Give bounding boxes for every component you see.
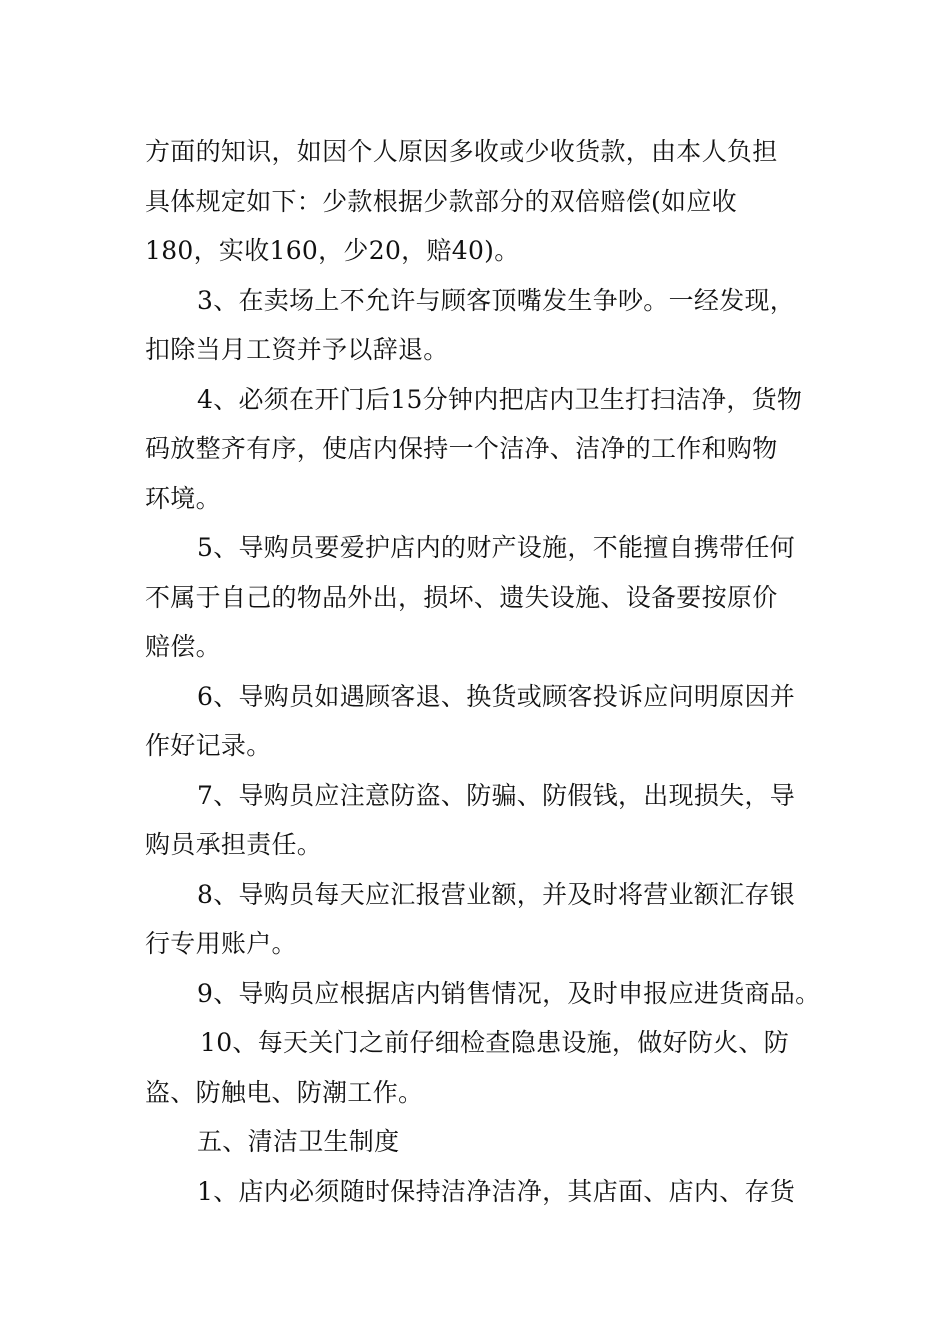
- document-body: [145, 127, 821, 1216]
- text-line: 3、在卖场上不允许与顾客顶嘴发生争吵。一经发现，: [197, 285, 796, 315]
- text-line: 1、店内必须随时保持洁净洁净，其店面、店内、存货: [197, 1176, 796, 1206]
- text-line: 4、必须在开门后15分钟内把店内卫生打扫洁净，货物: [197, 384, 803, 414]
- text-line: 具体规定如下：少款根据少款部分的双倍赔偿(如应收: [145, 186, 737, 216]
- text-line: 购员承担责任。: [145, 830, 323, 859]
- text-line: 环境。: [145, 483, 221, 513]
- text-line: 方面的知识，如因个人原因多收或少收货款，由本人负担: [145, 137, 778, 166]
- text-line: 赔偿。: [145, 632, 221, 661]
- text-line: 6、导购员如遇顾客退、换货或顾客投诉应问明原因并: [197, 681, 796, 711]
- text-line: 8、导购员每天应汇报营业额，并及时将营业额汇存银: [197, 879, 796, 909]
- text-line: 180，实收160，少20，赔40)。: [145, 236, 520, 265]
- text-line: 码放整齐有序，使店内保持一个洁净、洁净的工作和购物: [145, 434, 778, 463]
- text-line: 作好记录。: [145, 731, 272, 760]
- text-line: 盗、防触电、防潮工作。: [145, 1077, 424, 1107]
- text-line: 7、导购员应注意防盗、防骗、防假钱，出现损失，导: [197, 780, 796, 810]
- text-line: 不属于自己的物品外出，损坏、遗失设施、设备要按原价: [145, 582, 778, 612]
- text-line: 行专用账户。: [145, 929, 297, 958]
- text-line: 5、导购员要爱护店内的财产设施，不能擅自携带任何: [197, 533, 796, 562]
- text-line: 扣除当月工资并予以辞退。: [145, 335, 449, 364]
- text-line: 10、每天关门之前仔细检查隐患设施，做好防火、防: [200, 1028, 790, 1057]
- section-heading: 五、清洁卫生制度: [197, 1127, 400, 1156]
- text-line: 9、导购员应根据店内销售情况，及时申报应进货商品。: [197, 978, 821, 1008]
